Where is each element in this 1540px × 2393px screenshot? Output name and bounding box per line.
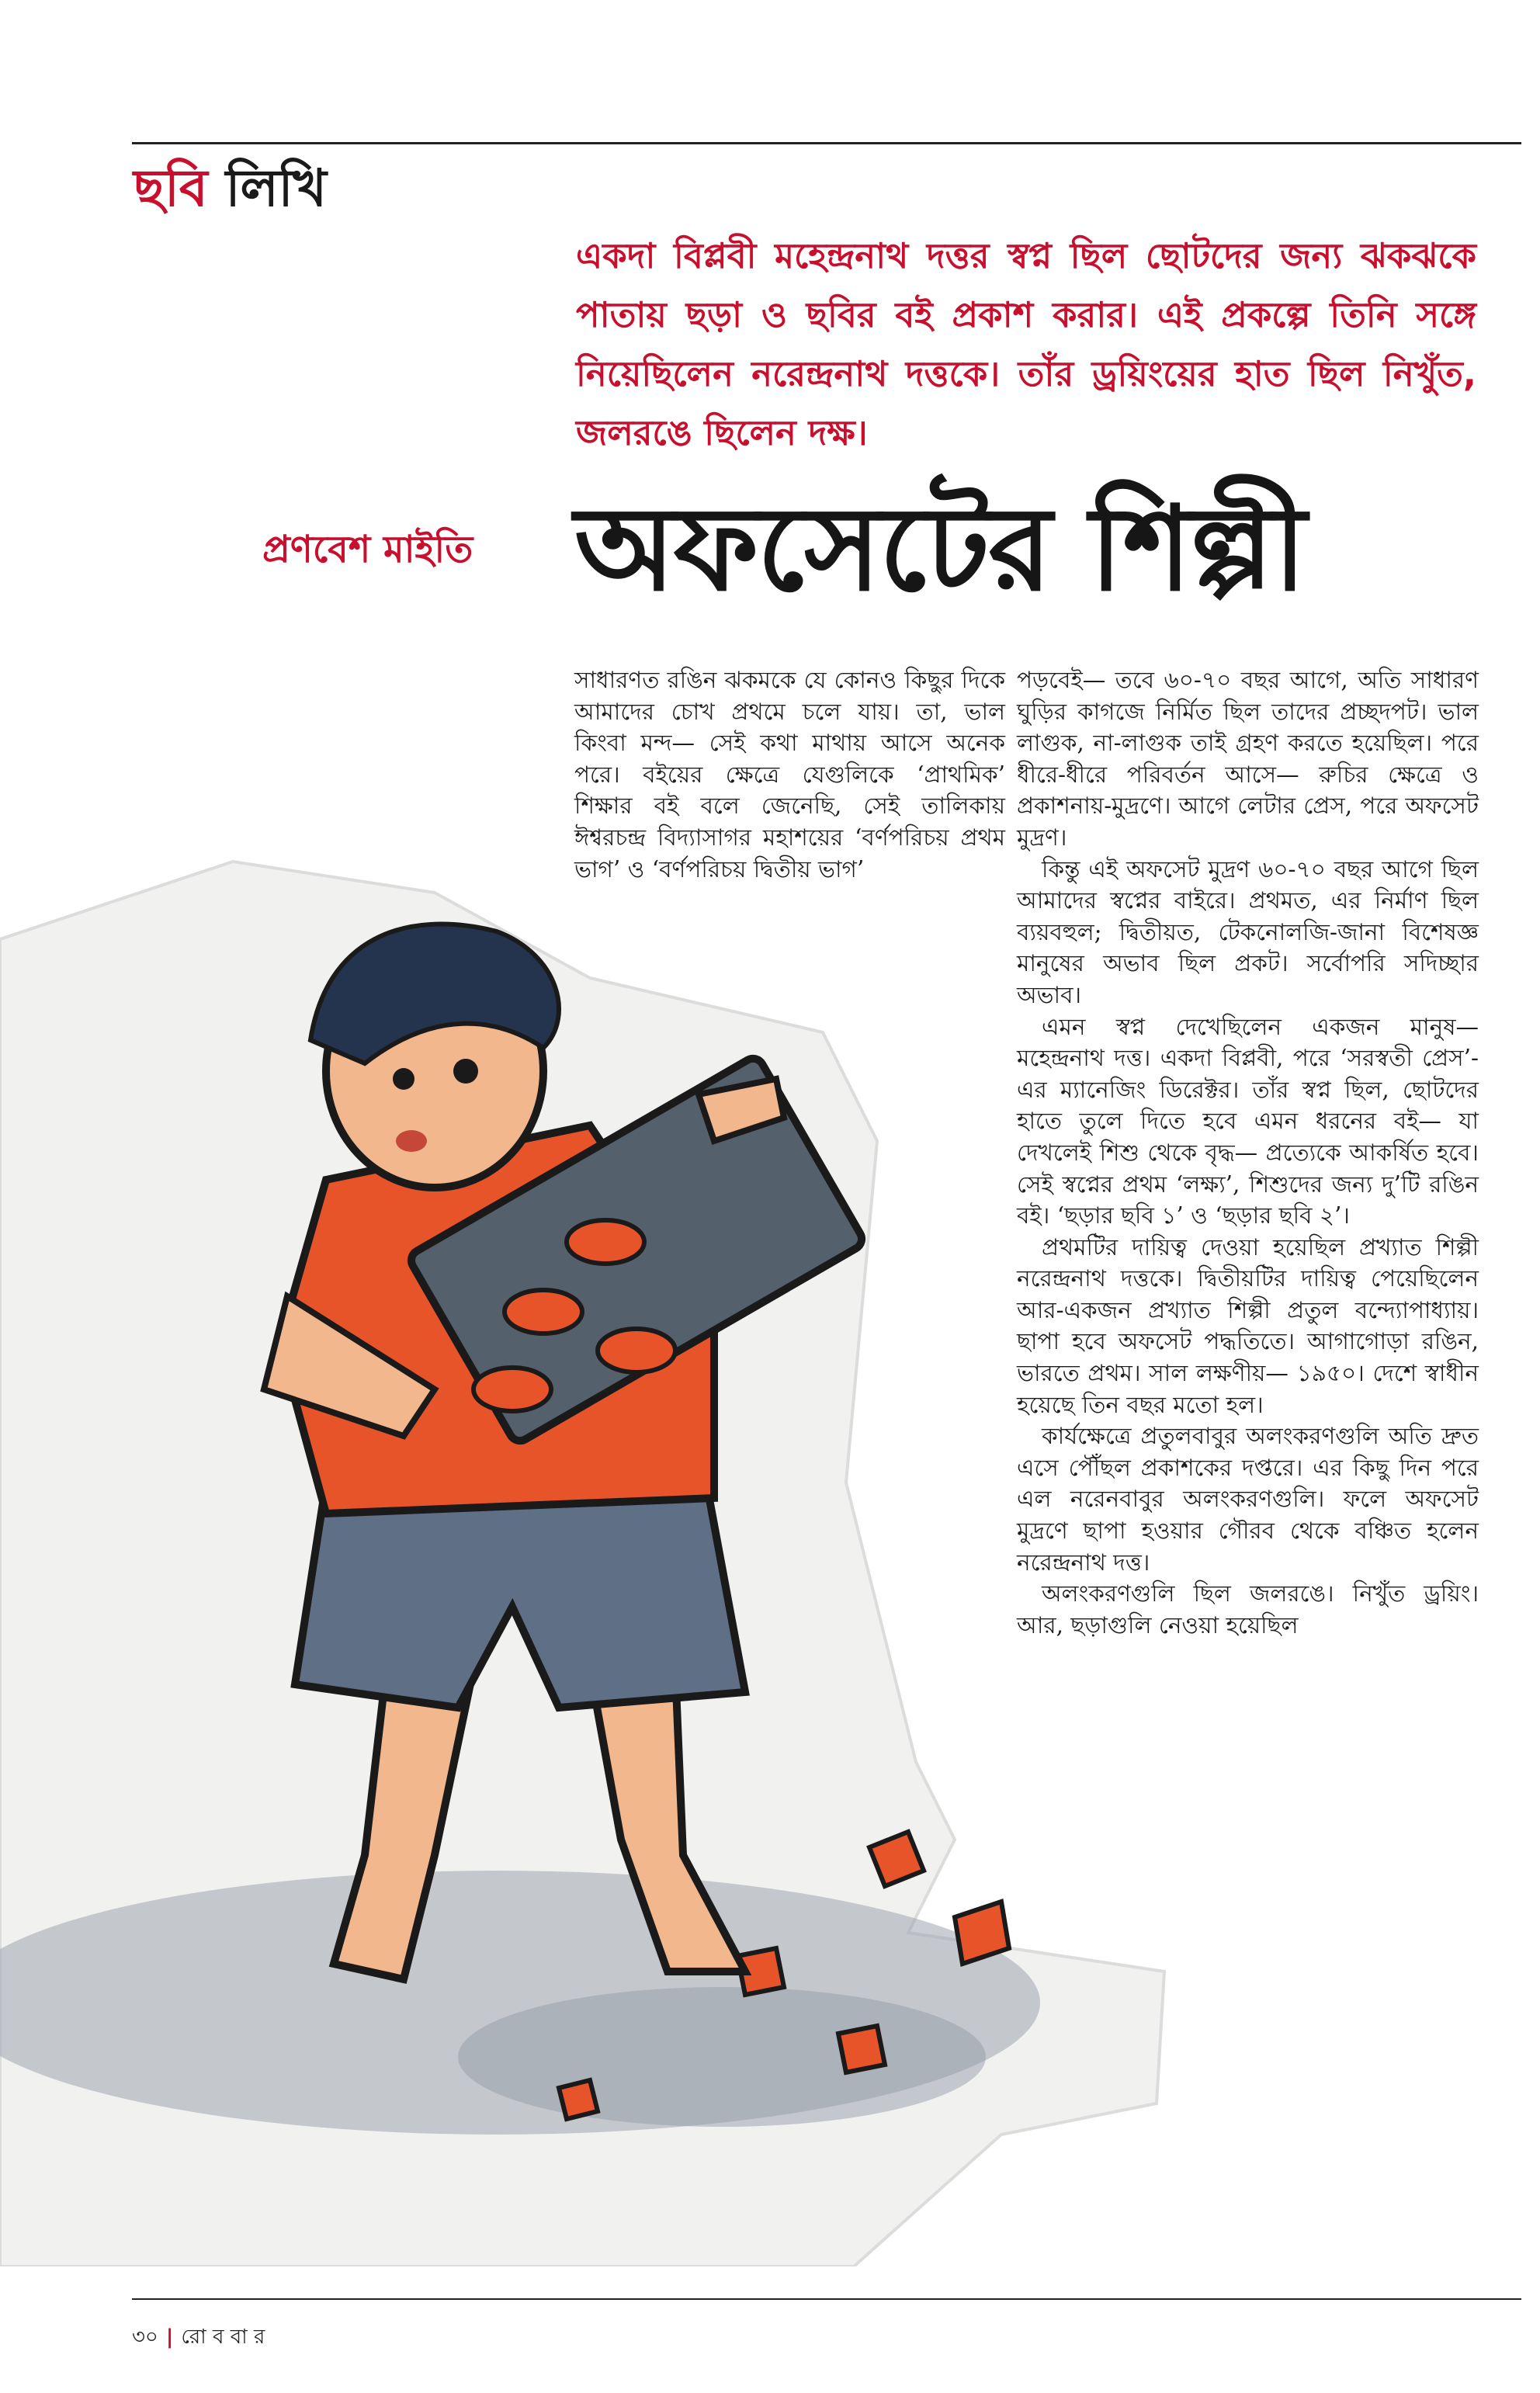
footer-separator: | xyxy=(165,2325,174,2349)
author-byline: প্রণবেশ মাইতি xyxy=(262,528,473,571)
boy-with-tray-illustration xyxy=(0,846,1172,2266)
body-paragraph: কার্যক্ষেত্রে প্রতুলবাবুর অলংকরণগুলি অতি দ্রুত এসে পৌঁছল প্রকাশকের দপ্তরে। এর কিছু দিন পরে এল নরেনবাবুর অলংকরণগুলি। ফলে অফসেট মুদ্রণে ছাপা হওয়ার গৌরব থেকে বঞ্চিত হলেন নরেন্দ্রনাথ দত্ত। xyxy=(1017,1423,1479,1576)
bottom-rule xyxy=(132,2298,1521,2300)
body-paragraph: কিন্তু এই অফসেট মুদ্রণ ৬০-৭০ বছর আগে ছিল আমাদের স্বপ্নের বাইরে। প্রথমত, এর নির্মাণ ছিল ব্যয়বহুল; দ্বিতীয়ত, টেকনোলজি-জানা বিশেষজ্ঞ মানুষের অভাব ছিল প্রকট। সর্বোপরি সদিচ্ছার অভাব। xyxy=(1017,855,1479,1008)
page-footer xyxy=(132,2321,265,2355)
intro-standfirst: একদা বিপ্লবী মহেন্দ্রনাথ দত্তর স্বপ্ন ছিল ছোটদের জন্য ঝকঝকে পাতায় ছড়া ও ছবির বই প্রকাশ করার। এই প্রকল্পে তিনি সঙ্গে নিয়েছিলেন নরেন্দ্রনাথ দত্তকে। তাঁর ড্রয়িংয়ের হাত ছিল নিখুঁত, জলরঙে ছিলেন দক্ষ। xyxy=(576,235,1476,453)
magazine-name: রো ব বা র xyxy=(181,2325,265,2349)
body-paragraph: প্রথমটির দায়িত্ব দেওয়া হয়েছিল প্রখ্যাত শিল্পী নরেন্দ্রনাথ দত্তকে। দ্বিতীয়টির দায়িত্ব পেয়েছিলেন আর-একজন প্রখ্যাত শিল্পী প্রতুল বন্দ্যোপাধ্যায়। ছাপা হবে অফসেট পদ্ধতিতে। আগাগোড়া রঙিন, ভারতে প্রথম। সাল লক্ষণীয়— ১৯৫০। দেশে স্বাধীন হয়েছে তিন বছর মতো হল। xyxy=(1017,1233,1479,1418)
top-rule xyxy=(132,142,1521,144)
body-paragraph: এমন স্বপ্ন দেখেছিলেন একজন মানুষ— মহেন্দ্রনাথ দত্ত। একদা বিপ্লবী, পরে ‘সরস্বতী প্রেস’-এর ম্যানেজিং ডিরেক্টর। তাঁর স্বপ্ন ছিল, ছোটদের হাতে তুলে দিতে হবে এমন ধরনের বই— যা দেখলেই শিশু থেকে বৃদ্ধ— প্রত্যেকে আকর্ষিত হবে। সেই স্বপ্নের প্রথম ‘লক্ষ্য’, শিশুদের জন্য দু’টি রঙিন বই। ‘ছড়ার ছবি ১’ ও ‘ছড়ার ছবি ২’। xyxy=(1017,1013,1479,1229)
section-label-word2: লিখি xyxy=(225,158,327,218)
article-headline: অফসেটের শিল্পী xyxy=(574,482,1306,617)
section-label xyxy=(134,158,327,218)
body-paragraph: সাধারণত রঙিন ঝকমকে যে কোনও কিছুর দিকে আমাদের চোখ প্রথমে চলে যায়। তা, ভাল কিংবা মন্দ— সেই কথা মাথায় আসে অনেক পরে। বইয়ের ক্ষেত্রে যেগুলিকে ‘প্রাথমিক’ শিক্ষার বই বলে জেনেছি, সেই তালিকায় ঈশ্বরচন্দ্র বিদ্যাসাগর মহাশয়ের ‘বর্ণপরিচয় প্রথম ভাগ’ ও ‘বর্ণপরিচয় দ্বিতীয় ভাগ’ xyxy=(574,667,1005,883)
body-paragraph: অলংকরণগুলি ছিল জলরঙে। নিখুঁত ড্রয়িং। আর, ছড়াগুলি নেওয়া হয়েছিল xyxy=(1017,1580,1479,1639)
section-label-word1: ছবি xyxy=(134,158,208,218)
body-paragraph: পড়বেই— তবে ৬০-৭০ বছর আগে, অতি সাধারণ ঘুড়ির কাগজে নির্মিত ছিল তাদের প্রচ্ছদপট। ভাল লাগুক, না-লাগুক তাই গ্রহণ করতে হয়েছিল। পরে ধীরে-ধীরে পরিবর্তন আসে— রুচির ক্ষেত্রে ও প্রকাশনায়-মুদ্রণে। আগে লেটার প্রেস, পরে অফসেট মুদ্রণ। xyxy=(1017,667,1479,851)
page-number: ৩০ xyxy=(132,2325,158,2349)
